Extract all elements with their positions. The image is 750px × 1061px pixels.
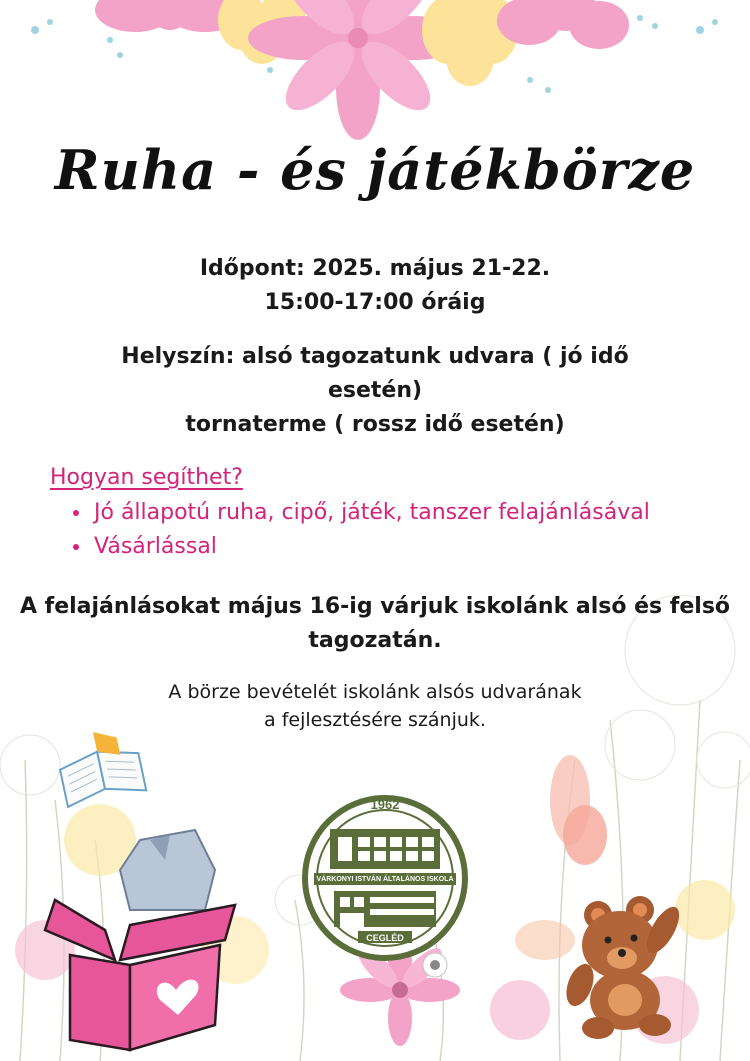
note-line1: A börze bevételét iskolánk alsós udvarának (168, 681, 582, 703)
time-hours: 15:00-17:00 óráig (264, 290, 486, 315)
top-flowers (31, 0, 718, 140)
logo-year: 1962 (370, 797, 400, 812)
help-section (50, 462, 650, 564)
list-item: • Jó állapotú ruha, cipő, játék, tanszer felajánlásával (92, 496, 650, 530)
location-line3: tornaterme ( rossz idő esetén) (185, 412, 565, 437)
deadline-line1: A felajánlásokat május 16-ig várjuk iskolánk alsó és felső (19, 594, 731, 619)
help-list (50, 496, 650, 564)
time-date: Időpont: 2025. május 21-22. (199, 256, 551, 281)
note-line2: a fejlesztésére szánjuk. (264, 709, 486, 731)
logo-city: CEGLÉD (366, 933, 404, 943)
logo-school-name: VÁRKONYI ISTVÁN ÁLTALÁNOS ISKOLA (316, 876, 454, 883)
purpose-note (0, 678, 750, 734)
deadline-block (0, 590, 750, 658)
location-block (0, 340, 750, 442)
book-icon (54, 724, 146, 807)
deadline-line2: tagozatán. (308, 628, 442, 653)
list-item: • Vásárlással (92, 530, 650, 564)
location-line2: esetén) (327, 378, 423, 403)
location-line1: Helyszín: alsó tagozatunk udvara ( jó idő (121, 344, 629, 369)
help-title: Hogyan segíthet? (50, 465, 243, 490)
time-block (0, 252, 750, 320)
page-title: Ruha - és játékbörze (54, 138, 696, 202)
